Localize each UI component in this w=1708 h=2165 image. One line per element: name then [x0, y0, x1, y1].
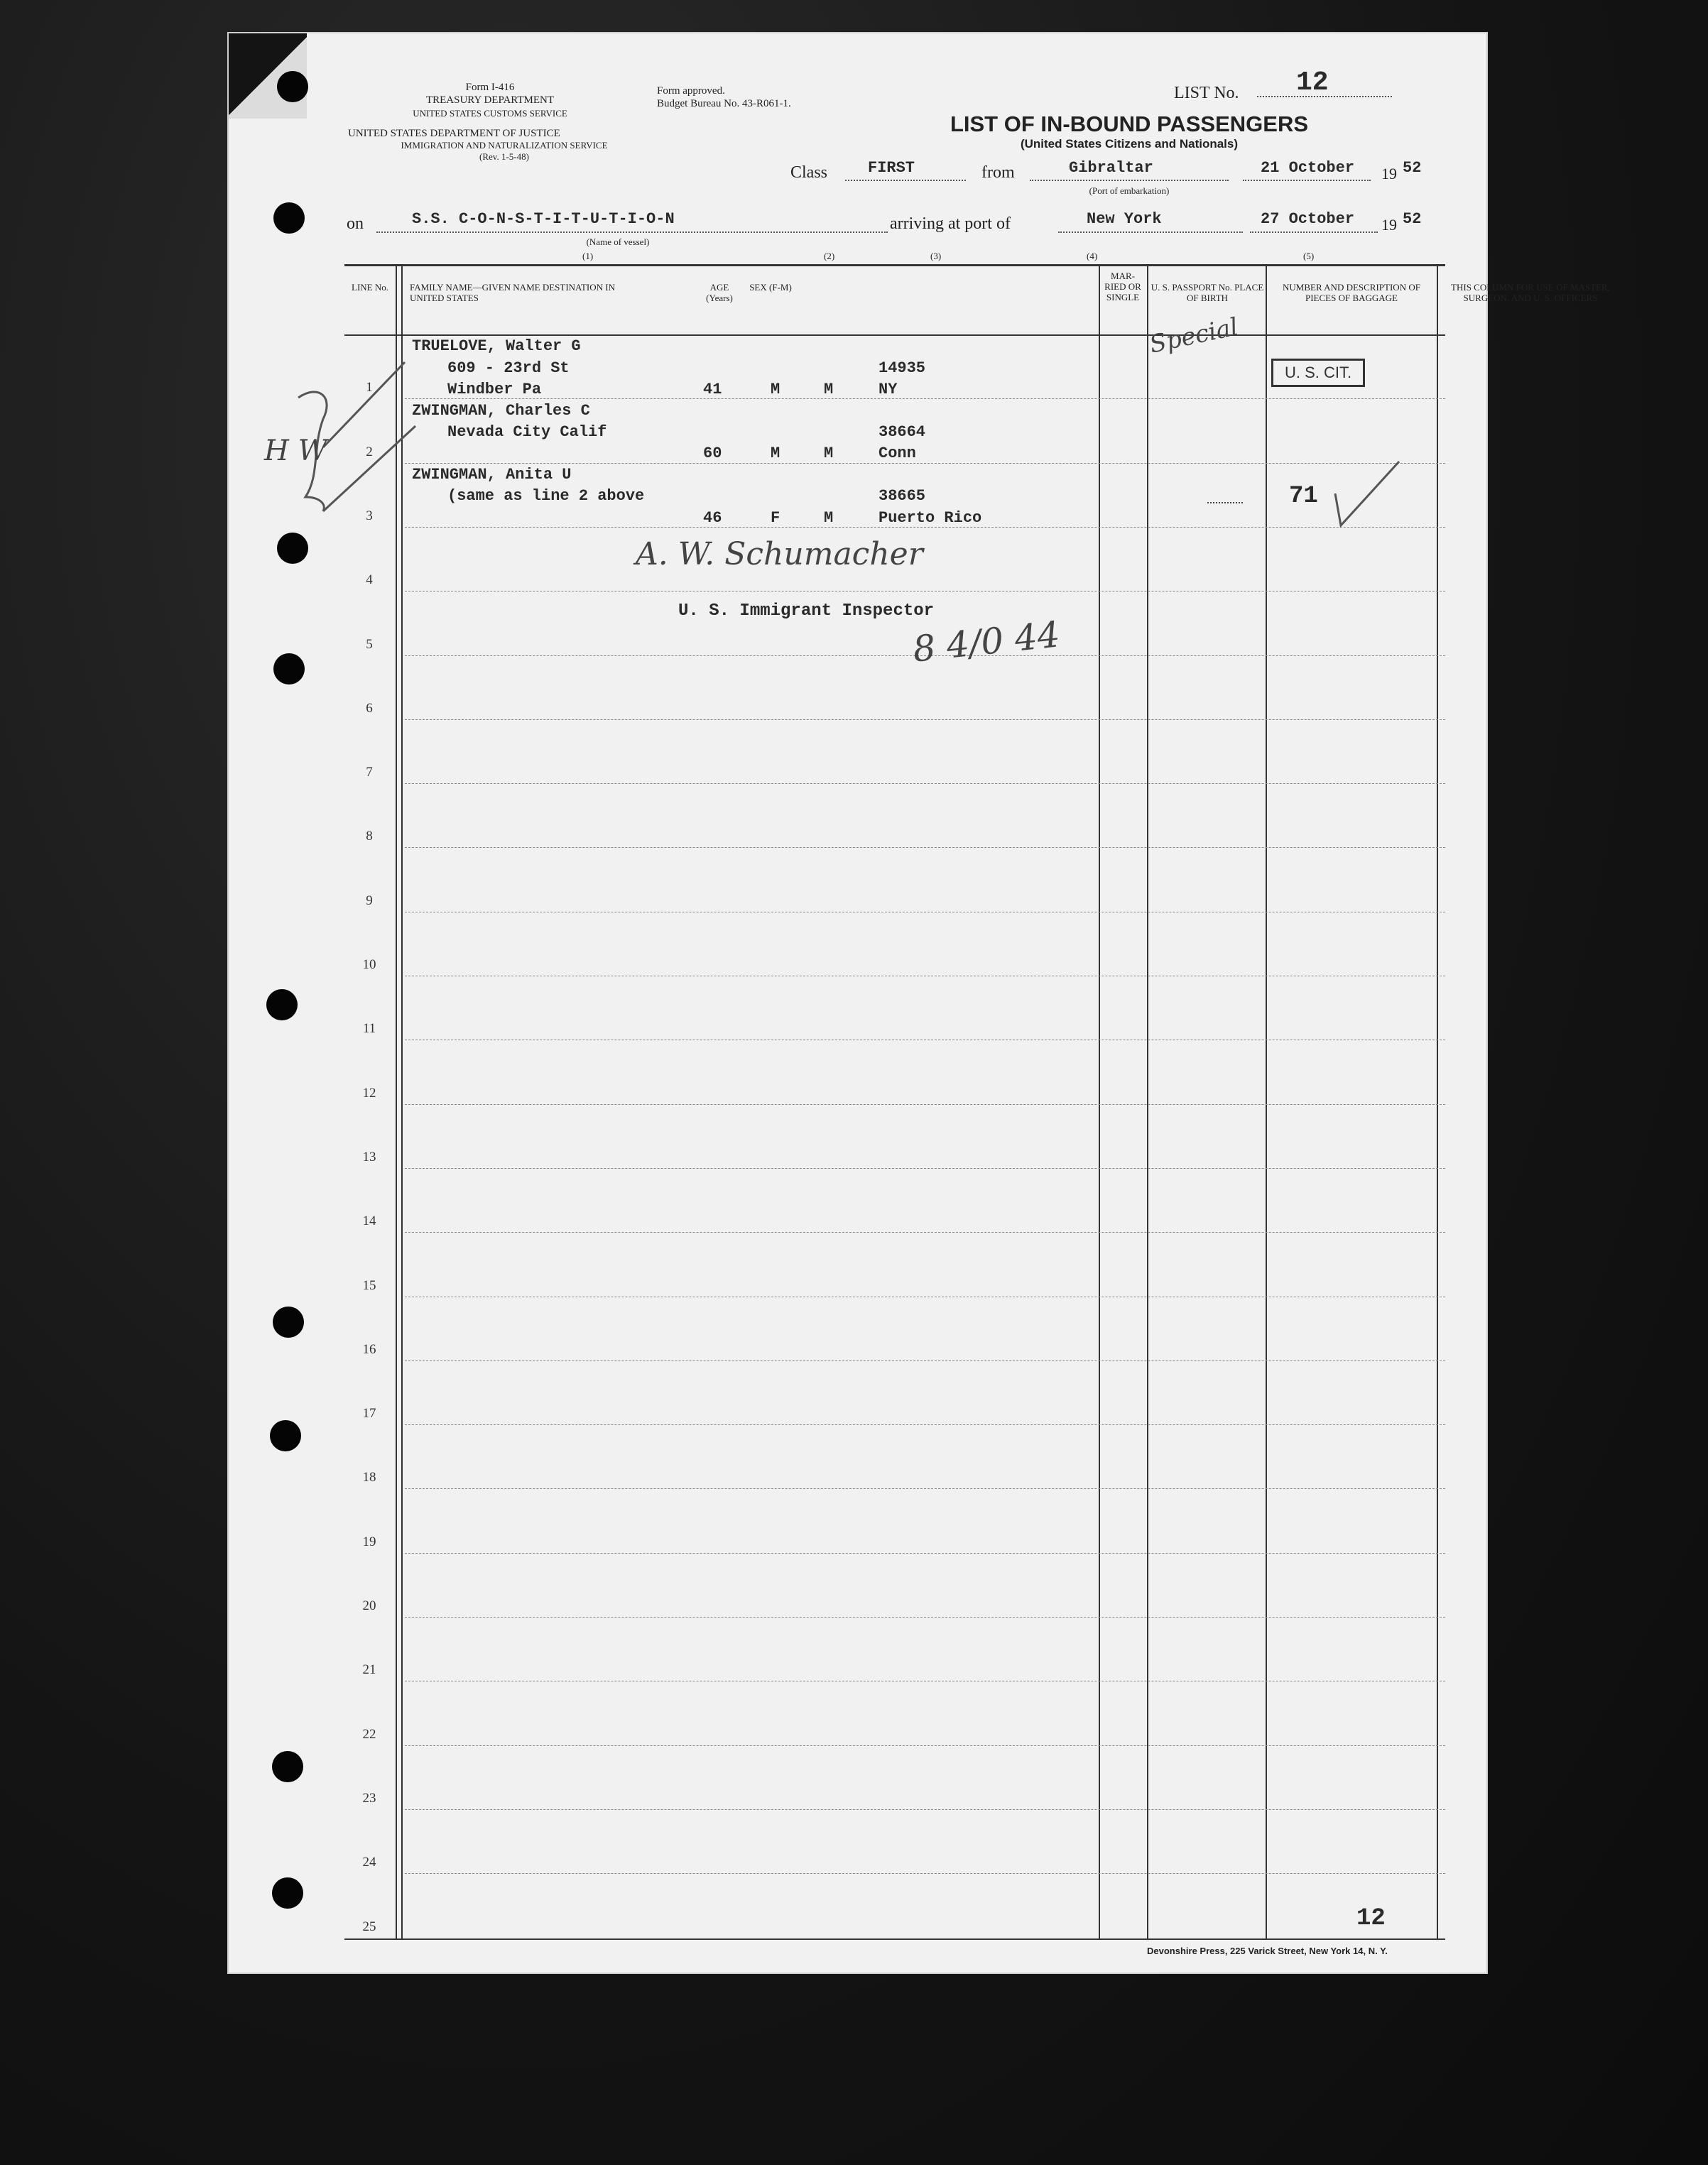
header-age: AGE (Years)	[706, 282, 733, 303]
line-number: 12	[362, 1085, 376, 1101]
line-number: 11	[362, 1021, 376, 1037]
header-married: MAR-RIED OR SINGLE	[1104, 271, 1141, 302]
column-rule	[1147, 266, 1148, 1938]
col-num-5: (5)	[1303, 251, 1315, 261]
page-subtitle: (United States Citizens and Nationals)	[1020, 137, 1239, 151]
ins-service: IMMIGRATION AND NATURALIZATION SERVICE	[401, 140, 608, 151]
arrival-year-prefix: 19	[1381, 216, 1397, 234]
depart-year: 52	[1403, 159, 1422, 177]
header-officers: THIS COLUMN FOR USE OF MASTER, SURGEON, AND U. S. OFFICERS	[1451, 282, 1610, 303]
punch-hole-icon	[270, 1420, 301, 1451]
punch-hole-icon	[273, 653, 305, 685]
class-value: FIRST	[868, 159, 915, 177]
line-number: 15	[362, 1277, 376, 1293]
line-number: 1	[366, 380, 373, 396]
depart-year-prefix: 19	[1381, 165, 1397, 182]
entry-1-city: Windber Pa	[447, 381, 542, 398]
row-rule	[405, 1745, 1445, 1746]
us-citizen-stamp: U. S. CIT.	[1271, 359, 1365, 387]
line-number: 24	[362, 1855, 376, 1870]
row-rule	[405, 1809, 1445, 1810]
punch-hole-icon	[273, 1307, 304, 1338]
form-number: Form I-416	[465, 82, 515, 93]
header-rule	[344, 334, 1445, 336]
line-number: 2	[366, 444, 373, 459]
officer-dash	[1207, 502, 1243, 503]
line-number: 7	[366, 765, 373, 780]
row-rule	[405, 719, 1445, 720]
entry-3-passport: 38665	[879, 487, 926, 505]
printer-credit: Devonshire Press, 225 Varick Street, New York 14, N. Y.	[1147, 1946, 1388, 1956]
entry-3-birthplace: Puerto Rico	[879, 509, 982, 527]
header-line-no: LINE No.	[352, 282, 388, 293]
header-passport: U. S. PASSPORT No. PLACE OF BIRTH	[1151, 282, 1264, 303]
entry-2-age: 60	[703, 445, 722, 462]
justice-dept: UNITED STATES DEPARTMENT OF JUSTICE	[348, 128, 560, 139]
line-number: 20	[362, 1598, 376, 1613]
row-rule	[405, 1553, 1445, 1554]
arrival-date-underline	[1250, 231, 1378, 233]
handwritten-number: 8 4/0 44	[910, 613, 1062, 670]
form-approved: Form approved.	[657, 85, 725, 97]
line-number: 16	[362, 1341, 376, 1357]
class-label: Class	[790, 163, 828, 182]
entry-2-marital: M	[824, 445, 834, 462]
arrival-date: 27 October	[1261, 210, 1355, 228]
entry-1-sex: M	[771, 381, 780, 398]
port-embarkation-caption: (Port of embarkation)	[1089, 185, 1170, 196]
arrival-port: New York	[1087, 210, 1162, 228]
entry-3-sex: F	[771, 509, 780, 527]
column-rule	[1266, 266, 1267, 1938]
entry-1-note: Special	[1147, 312, 1241, 359]
header-name: FAMILY NAME—GIVEN NAME DESTINATION IN UNITED STATES	[410, 282, 616, 303]
depart-date: 21 October	[1261, 159, 1355, 177]
column-rule	[1099, 266, 1100, 1938]
entry-3-marital: M	[824, 509, 834, 527]
entry-1-address: 609 - 23rd St	[447, 359, 570, 377]
row-rule	[405, 463, 1445, 464]
line-number: 8	[366, 829, 373, 844]
line-number: 5	[366, 636, 373, 652]
entry-2-passport: 38664	[879, 423, 926, 441]
row-rule	[405, 783, 1445, 784]
entry-2-address: Nevada City Calif	[447, 423, 607, 441]
line-number: 18	[362, 1470, 376, 1485]
punch-hole-icon	[266, 989, 298, 1020]
punch-hole-icon	[277, 71, 308, 102]
entry-1-marital: M	[824, 381, 834, 398]
list-no-label: LIST No.	[1174, 84, 1239, 102]
punch-hole-icon	[272, 1751, 303, 1782]
line-number: 14	[362, 1214, 376, 1229]
revision-date: (Rev. 1-5-48)	[479, 151, 529, 162]
entry-1-age: 41	[703, 381, 722, 398]
row-rule	[405, 527, 1445, 528]
line-number: 17	[362, 1406, 376, 1422]
header-sex: SEX (F-M)	[749, 282, 792, 293]
entry-2-birthplace: Conn	[879, 445, 916, 462]
line-number: 19	[362, 1534, 376, 1549]
entry-2-name: ZWINGMAN, Charles C	[412, 402, 590, 420]
budget-bureau: Budget Bureau No. 43-R061-1.	[657, 98, 791, 109]
line-number: 23	[362, 1790, 376, 1806]
line-number: 3	[366, 508, 373, 523]
vessel-caption: (Name of vessel)	[586, 236, 650, 247]
officer-mark: 71	[1289, 483, 1318, 510]
checkmark-icon	[1321, 458, 1406, 536]
row-rule	[405, 1360, 1445, 1361]
bottom-list-number: 12	[1356, 1905, 1386, 1932]
from-label: from	[981, 163, 1015, 182]
on-label: on	[347, 214, 364, 233]
entry-3-address: (same as line 2 above	[447, 487, 645, 505]
line-number: 25	[362, 1919, 376, 1934]
row-rule	[405, 1104, 1445, 1105]
passenger-table	[344, 264, 1610, 1940]
entry-1-passport: 14935	[879, 359, 926, 377]
col-num-2: (2)	[824, 251, 835, 261]
arrival-port-underline	[1058, 231, 1243, 233]
line-number: 10	[362, 957, 376, 972]
row-rule	[405, 1232, 1445, 1233]
entry-1-name: TRUELOVE, Walter G	[412, 337, 581, 355]
page-title: LIST OF IN-BOUND PASSENGERS	[950, 111, 1309, 136]
row-rule	[405, 398, 1445, 399]
row-rule	[405, 1488, 1445, 1489]
row-rule	[405, 1168, 1445, 1169]
column-rule	[1437, 266, 1438, 1938]
entry-2-sex: M	[771, 445, 780, 462]
row-rule	[405, 847, 1445, 848]
col-num-1: (1)	[582, 251, 594, 261]
line-number: 4	[366, 572, 373, 588]
line-number: 9	[366, 893, 373, 908]
entry-3-name: ZWINGMAN, Anita U	[412, 466, 572, 484]
margin-marks: H W	[264, 435, 327, 467]
arrival-year: 52	[1403, 210, 1422, 228]
line-number: 21	[362, 1662, 376, 1678]
line-number: 6	[366, 700, 373, 716]
line-number: 22	[362, 1726, 376, 1742]
customs-service: UNITED STATES CUSTOMS SERVICE	[413, 108, 567, 119]
row-rule	[405, 1873, 1445, 1874]
line-number: 13	[362, 1149, 376, 1165]
col-num-3: (3)	[930, 251, 942, 261]
depart-date-underline	[1243, 180, 1371, 181]
vessel-underline	[376, 231, 888, 233]
punch-hole-icon	[273, 202, 305, 234]
vessel-name: S.S. C-O-N-S-T-I-T-U-T-I-O-N	[412, 210, 675, 228]
arriving-label: arriving at port of	[890, 214, 1011, 233]
class-underline	[845, 180, 966, 181]
entry-1-birthplace: NY	[879, 381, 898, 398]
row-rule	[405, 1424, 1445, 1425]
header-baggage: NUMBER AND DESCRIPTION OF PIECES OF BAGGAGE	[1283, 282, 1420, 303]
inspector-signature: A. W. Schumacher	[636, 536, 923, 572]
entry-3-age: 46	[703, 509, 722, 527]
punch-hole-icon	[272, 1877, 303, 1909]
col-num-4: (4)	[1087, 251, 1098, 261]
from-value: Gibraltar	[1069, 159, 1153, 177]
inspector-title: U. S. Immigrant Inspector	[678, 601, 935, 621]
treasury-dept: TREASURY DEPARTMENT	[425, 94, 555, 106]
from-underline	[1030, 180, 1229, 181]
list-no-value: 12	[1296, 67, 1329, 98]
row-rule	[405, 1617, 1445, 1618]
